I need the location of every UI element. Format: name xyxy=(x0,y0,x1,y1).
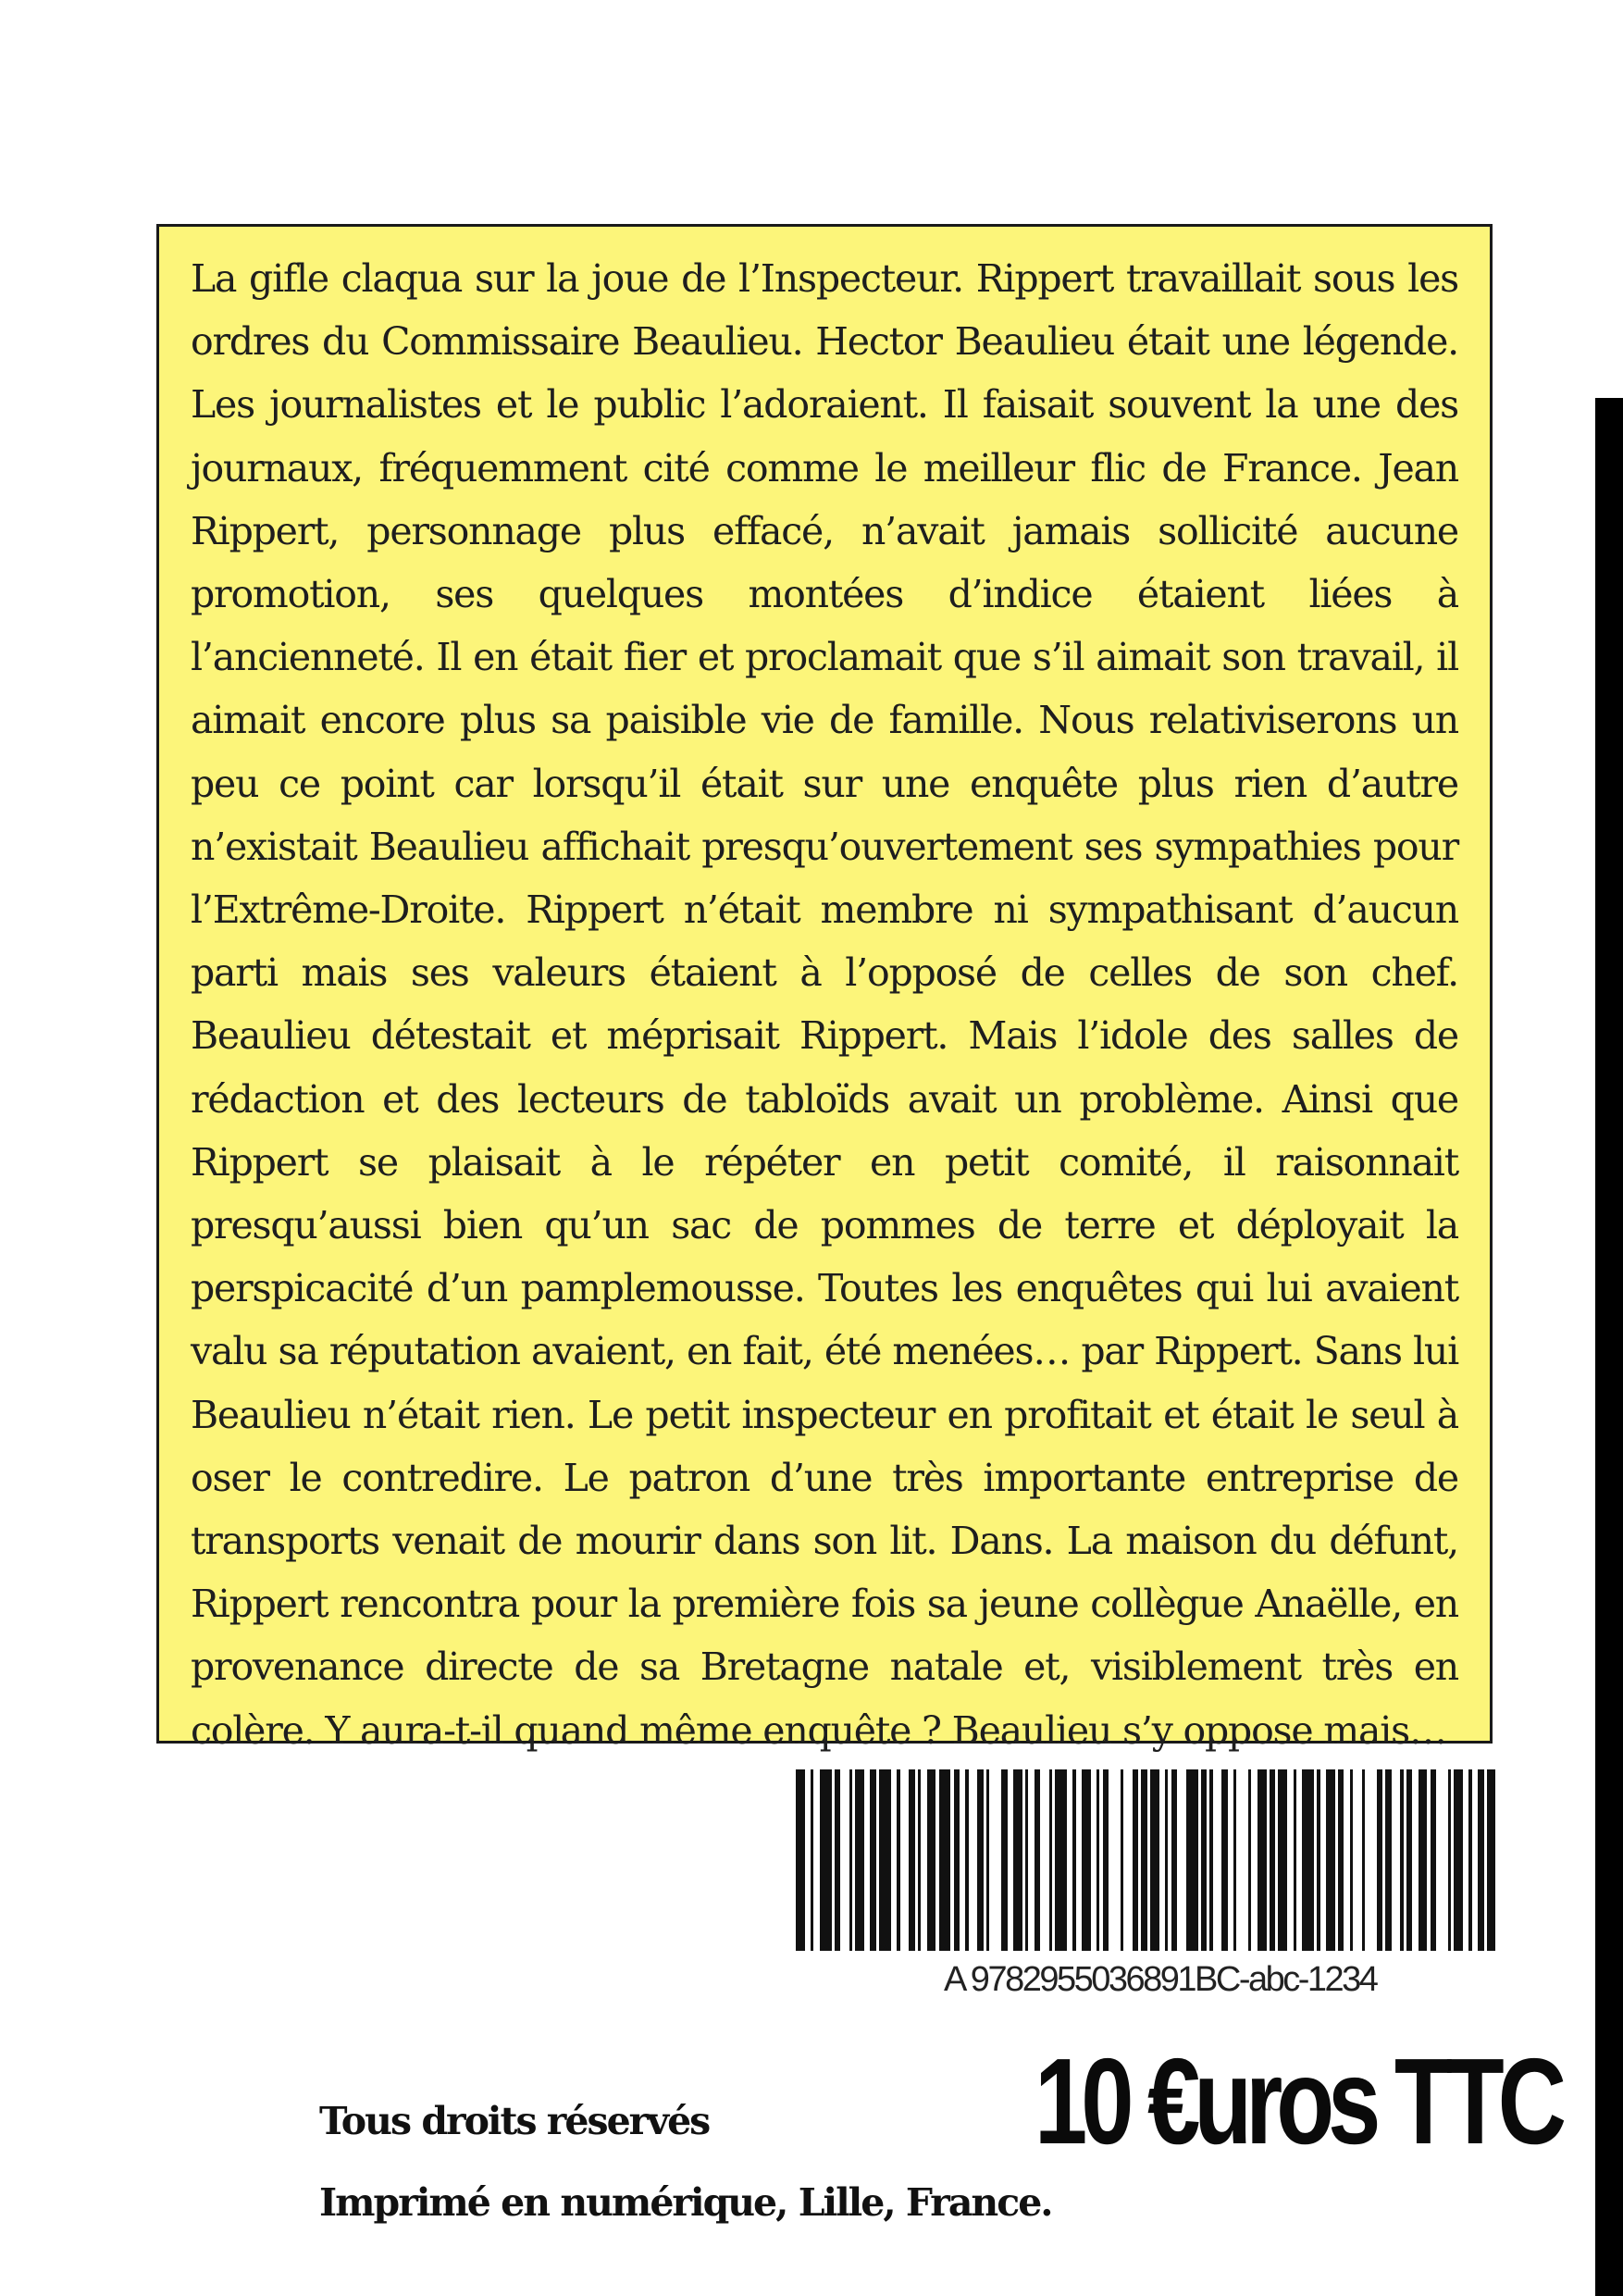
barcode-bar xyxy=(969,1769,978,1951)
barcode-bar xyxy=(989,1769,1001,1951)
rights-reserved-line: Tous droits réservés xyxy=(319,2099,710,2143)
barcode-bar xyxy=(1278,1769,1287,1951)
barcode-bar xyxy=(1109,1769,1121,1951)
barcode-bar xyxy=(1487,1769,1496,1951)
barcode-bar xyxy=(1150,1769,1159,1951)
barcode-bar xyxy=(1055,1769,1067,1951)
barcode-bar xyxy=(1365,1769,1377,1951)
barcode-bar xyxy=(1040,1769,1049,1951)
printed-location-line: Imprimé en numérique, Lille, France. xyxy=(319,2180,1052,2225)
back-cover-blurb xyxy=(156,224,1493,1753)
barcode-bar xyxy=(1392,1769,1401,1951)
barcode-bar xyxy=(1013,1769,1022,1951)
barcode-bar xyxy=(1177,1769,1186,1951)
price-label: 10 €uros TTC xyxy=(1035,2033,1561,2169)
blurb-text: La gifle claqua sur la joue de l’Inspecteur. Rippert travaillait sous les ordres du Commissaire Beaulieu. Hector Beaulieu était une légende. Les journalistes et le public l’adoraient. Il faisait souvent la une des journaux, fréquemment cité comme le meilleur flic de France. Jean Rippert, personnage plus effacé, n’avait jamais sollicité aucune promotion, ses quelques montées d’indice étaient liées à l’ancienneté. Il en était fier et proclamait que s’il aimait son travail, il aimait encore plus sa paisible vie de famille. Nous relativiserons un peu ce point car lorsqu’il était sur une enquête plus rien d’autre n’existait Beaulieu affichait presqu’ouvertement ses sympathies pour l’Extrême-Droite. Rippert n’était membre ni sympathisant d’aucun parti mais ses valeurs étaient à l’opposé de celles de son chef. Beaulieu détestait et méprisait Rippert. Mais l’idole des salles de rédaction et des lecteurs de tabloïds avait un problème. Ainsi que Rippert se plaisait à le répéter en petit comité, il raisonnait presqu’aussi bien qu’un sac de pommes de terre et déployait la perspicacité d’un pamplemousse. Toutes les enquêtes qui lui avaient valu sa réputation avaient, en fait, été menées… par Rippert. Sans lui Beaulieu n’était rien. Le petit inspecteur en profitait et était le seul à oser le contredire. Le patron d’une très importante entreprise de transports venait de mourir dans son lit. Dans. La maison du défunt, Rippert rencontra pour la première fois sa jeune collègue Anaëlle, en provenance directe de sa Bretagne natale et, visiblement très en colère. Y aura-t-il quand même enquête ? Beaulieu s’y oppose mais… xyxy=(191,256,1458,1753)
barcode-bar xyxy=(1419,1769,1428,1951)
barcode-bar xyxy=(1186,1769,1198,1951)
barcode-bar xyxy=(1123,1769,1133,1951)
barcode-bar xyxy=(1236,1769,1248,1951)
barcode-bar xyxy=(1495,1769,1498,1951)
barcode-bar xyxy=(900,1769,910,1951)
rights-notice xyxy=(319,2080,1052,2243)
barcode-bar xyxy=(840,1769,849,1951)
barcode-number: A 9782955036891BC-abc-1234 xyxy=(944,1960,1377,1999)
barcode-bar xyxy=(1436,1769,1448,1951)
barcode-bar xyxy=(1258,1769,1267,1951)
barcode-bar xyxy=(879,1769,891,1951)
barcode-bar xyxy=(1353,1769,1362,1951)
barcode-bar xyxy=(855,1769,864,1951)
barcode-bar xyxy=(939,1769,951,1951)
barcode-bar xyxy=(1082,1769,1091,1951)
isbn-barcode xyxy=(796,1769,1499,1951)
barcode-bar xyxy=(1213,1769,1222,1951)
barcode-bar xyxy=(796,1769,805,1951)
barcode-bar xyxy=(820,1769,832,1951)
page-edge-shadow xyxy=(1595,398,1623,2296)
barcode-bar xyxy=(1454,1769,1463,1951)
barcode-bar xyxy=(1326,1769,1335,1951)
barcode-bar xyxy=(1302,1769,1314,1951)
barcode-bar xyxy=(927,1769,936,1951)
